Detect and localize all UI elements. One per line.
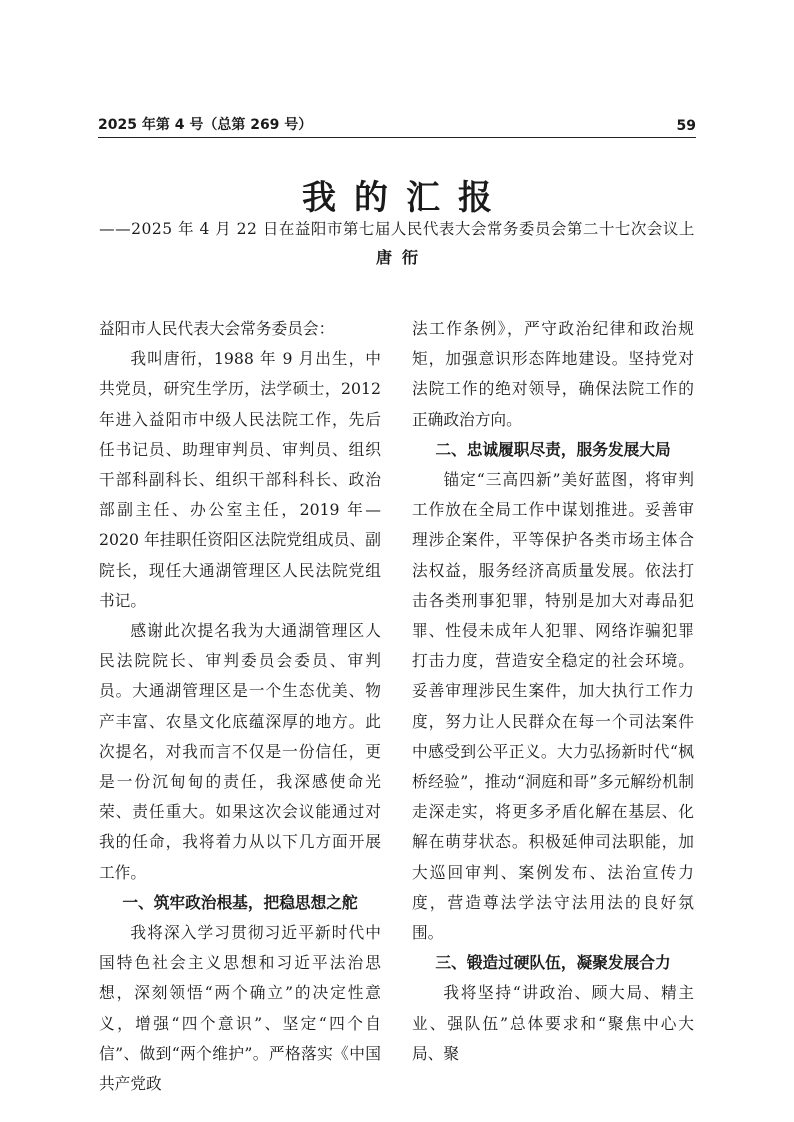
issue-label: 2025 年第 4 号（总第 269 号） (98, 117, 313, 133)
paragraph-thanks: 感谢此次提名我为大通湖管理区人民法院院长、审判委员会委员、审判员。大通湖管理区是一个生态优美、物产丰富、农垦文化底蕴深厚的地方。此次提名，对我而言不仅是一份信任，更是一份沉甸甸的责任，我深感使命光荣、责任重大。如果这次会议能通过对我的任命，我将着力从以下几方面开展工作。 (99, 621, 381, 882)
paragraph-team: 我将坚持“讲政治、顾大局、精主业、强队伍”总体要求和“聚焦中心大局、聚 (412, 983, 694, 1063)
section-heading-2: 二、忠诚履职尽责，服务发展大局 (435, 439, 671, 459)
paragraph-politics-continued: 法工作条例》，严守政治纪律和政治规矩，加强意识形态阵地建设。坚持党对法院工作的绝对领导，确保法院工作的正确政治方向。 (412, 319, 694, 429)
left-column (99, 314, 381, 1099)
paragraph-duty: 锚定“三高四新”美好蓝图，将审判工作放在全局工作中谋划推进。妥善审理涉企案件，平等保护各类市场主体合法权益，服务经济高质量发展。依法打击各类刑事犯罪，特别是加大对毒品犯罪、性侵未成年人犯罪、网络诈骗犯罪打击力度，营造安全稳定的社会环境。妥善审理涉民生案件，加大执行工作力度，努力让人民群众在每一个司法案件中感受到公平正义。大力弘扬新时代“枫桥经验”，推动“洞庭和哥”多元解纷机制走深走实，将更多矛盾化解在基层、化解在萌芽状态。积极延伸司法职能，加大巡回审判、案例发布、法治宣传力度，营造尊法学法守法用法的良好氛围。 (412, 470, 694, 943)
article-title: 我的汇报 (302, 178, 510, 218)
salutation: 益阳市人民代表大会常务委员会： (99, 319, 335, 338)
paragraph-politics: 我将深入学习贯彻习近平新时代中国特色社会主义思想和习近平法治思想，深刻领悟“两个确立”的决定性意义，增强“四个意识”、坚定“四个自信”、做到“两个维护”。严格落实《中国共产党政 (99, 923, 381, 1094)
page-number: 59 (676, 118, 696, 134)
article-subtitle: ——2025 年 4 月 22 日在益阳市第七届人民代表大会常务委员会第二十七次会议上 (99, 220, 695, 238)
section-heading-3: 三、锻造过硬队伍，凝聚发展合力 (435, 953, 671, 973)
right-column (412, 314, 694, 1069)
running-header (98, 114, 696, 138)
paragraph-intro: 我叫唐衎，1988 年 9 月出生，中共党员，研究生学历，法学硕士，2012 年进入益阳市中级人民法院工作，先后任书记员、助理审判员、审判员、组织干部科副科长、组织干部科科长、政治部副主任、办公室主任，2019 年—2020 年挂职任资阳区法院党组成员、副院长，现任大通湖管理区人民法院党组书记。 (99, 349, 381, 610)
header-divider (98, 137, 696, 138)
section-heading-1: 一、筑牢政治根基，把稳思想之舵 (122, 892, 358, 912)
article-author: 唐衎 (375, 248, 428, 267)
